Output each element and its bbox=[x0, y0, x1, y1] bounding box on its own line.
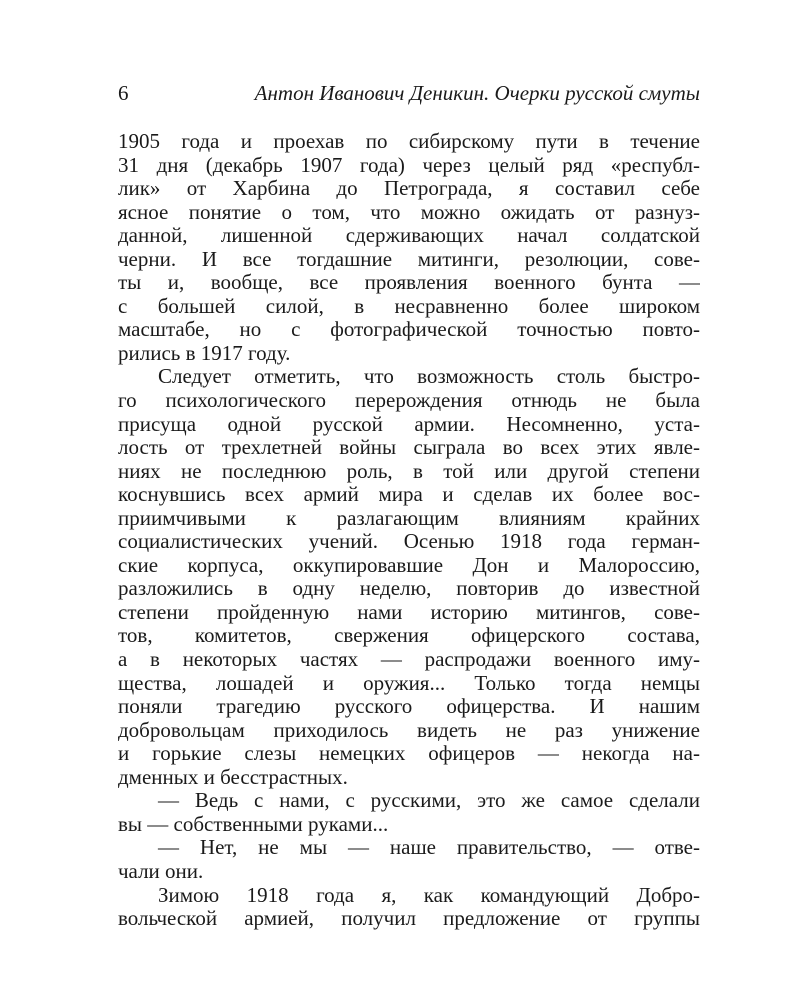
book-page bbox=[118, 78, 700, 931]
text-line: лик» от Харбина до Петрограда, я составил себе bbox=[118, 177, 700, 201]
text-line: коснувшись всех армий мира и сделав их более вос- bbox=[118, 483, 700, 507]
text-line: чали они. bbox=[118, 859, 204, 883]
text-line: приимчивыми к разлагающим влияниям крайних bbox=[118, 506, 700, 530]
text-line: — Нет, не мы — наше правительство, — отве- bbox=[158, 836, 700, 860]
text-line: — Ведь с нами, с русскими, это же самое сделали bbox=[158, 789, 700, 813]
text-line: вольческой армией, получил предложение от группы bbox=[118, 907, 700, 931]
text-line: дменных и бесстрастных. bbox=[118, 765, 348, 789]
running-title: Антон Иванович Деникин. Очерки русской смуты bbox=[254, 81, 700, 105]
text-line: присуща одной русской армии. Несомненно, уста- bbox=[118, 412, 700, 436]
text-line: Следует отметить, что возможность столь быстро- bbox=[158, 365, 700, 389]
text-line: и горькие слезы немецких офицеров — некогда на- bbox=[118, 742, 700, 766]
text-line: щества, лошадей и оружия... Только тогда немцы bbox=[118, 671, 700, 695]
text-line: 31 дня (декабрь 1907 года) через целый ряд «республ- bbox=[118, 153, 700, 177]
text-line: социалистических учений. Осенью 1918 года герман- bbox=[118, 530, 700, 554]
page-number: 6 bbox=[118, 81, 129, 105]
text-line: масштабе, но с фотографической точностью повто- bbox=[118, 318, 700, 342]
text-line: с большей силой, в несравненно более широком bbox=[118, 294, 700, 318]
text-line: ские корпуса, оккупировавшие Дон и Малороссию, bbox=[118, 553, 700, 577]
text-line: степени пройденную нами историю митингов, сове- bbox=[118, 600, 700, 624]
text-line: черни. И все тогдашние митинги, резолюции, сове- bbox=[118, 247, 700, 271]
text-line: а в некоторых частях — распродажи военного иму- bbox=[118, 648, 700, 672]
text-line: добровольцам приходилось видеть не раз унижение bbox=[118, 718, 700, 742]
text-line: го психологического перерождения отнюдь не была bbox=[118, 389, 700, 413]
text-line: лость от трехлетней войны сыграла во всех этих явле- bbox=[118, 436, 700, 460]
text-line: ниях не последнюю роль, в той или другой степени bbox=[118, 459, 700, 483]
body-text bbox=[118, 130, 700, 931]
text-line: поняли трагедию русского офицерства. И нашим bbox=[118, 695, 700, 719]
text-line: тов, комитетов, свержения офицерского состава, bbox=[118, 624, 700, 648]
text-line: данной, лишенной сдерживающих начал солдатской bbox=[118, 224, 700, 248]
text-line: ты и, вообще, все проявления военного бунта — bbox=[118, 271, 700, 295]
text-line: 1905 года и проехав по сибирскому пути в течение bbox=[118, 130, 700, 153]
text-line: рились в 1917 году. bbox=[118, 341, 291, 365]
text-line: ясное понятие о том, что можно ожидать от разнуз- bbox=[118, 200, 700, 224]
text-line: Зимою 1918 года я, как командующий Добро- bbox=[158, 883, 700, 907]
running-head bbox=[118, 78, 700, 108]
text-line: вы — собственными руками... bbox=[118, 812, 389, 836]
text-line: разложились в одну неделю, повторив до известной bbox=[118, 577, 700, 601]
